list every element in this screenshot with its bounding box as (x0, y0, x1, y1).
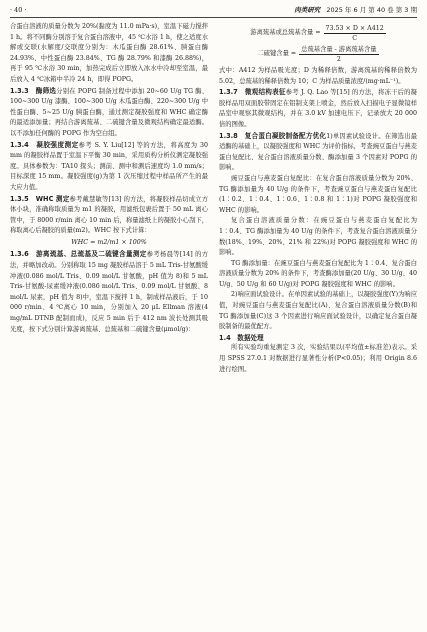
formula-denominator: 2 (336, 56, 341, 63)
section-heading: 1.4 数据处理 (219, 333, 264, 342)
right-column (219, 22, 417, 375)
section-body: 分别在 POPG 制备过程中添加 20~60 U/g TG 酶、100~300 U/g 漆酶、100~300 U/g 木瓜蛋白酶、220~300 U/g 中性蛋白酶、5~25 U/g 胰蛋白酶，通过测定凝胶强度和 WHC 确定酶的最适添加量；再结合游离巯基、二硫键含量及微观结构确定最适酶。以不添加任何酶的 POPG 作为空白组。 (10, 87, 208, 137)
paragraph: 复合蛋白溶液质量分数：在豌豆蛋白与燕麦蛋白复配比为 1∶0.4、TG 酶添加量为 40 U/g 的条件下，考查复合蛋白溶液质量分数(18%、19%、20%、21% 和 22%)对 POPG 凝胶强度和 WHC 的影响。 (219, 217, 417, 257)
formula-fraction (299, 45, 378, 64)
paragraph: 所有实验均重复测定 3 次，实验结果以(平均值±标准差)表示。采用 SPSS 27.0.1 对数据进行显著性分析(P<0.05)；利用 Origin 8.6 进行绘图。 (219, 344, 417, 373)
section-heading: 1.3.5 WHC 测定 (10, 194, 70, 203)
journal-logo: 肉类研究 (294, 6, 321, 14)
thiol-formula (219, 24, 417, 43)
section-heading: 1.3.7 微观结构表征 (219, 88, 286, 97)
section-body: 参考 S. Y. Liu[12] 等的方法，将高度为 30 mm 的凝胶样品置于室温下平衡 30 min，采用质构分析仪测定凝胶强度。具体参数为：TA10 探头；测前、测中和测后速度均 1.0 mm/s；目标深度 15 mm。凝胶强度(g)为第 1 次压缩过程中样品所产生的最大应力值。 (10, 141, 208, 191)
section-body: 参考戴慧敏等[13] 的方法，将凝胶样品切成立方体小块，准确称取质量为 m1 的凝胶，用滤纸包裹后置于 50 mL 离心管中，于 8000 r/min 离心 10 min 后，称量滤纸上的凝胶小心刮下，称取离心后凝胶的质量(m2)。WHC 按下式计算： (10, 195, 208, 235)
page-number: · 40 · (10, 6, 27, 14)
whc-formula: WHC = m2/m1 × 100% (71, 238, 147, 246)
page-header (10, 4, 417, 16)
left-column (10, 22, 208, 335)
section-body: 参考 J. Q. Lao 等[15] 的方法，将冻干后的凝胶样品用双面胶带固定在铝制支架上喷金，然后放入扫描电子显微镜样品室中观察其微观结构，并在 3.0 kV 加速电压下，记录放大 20 000 倍的图像。 (219, 89, 417, 128)
journal-info (294, 4, 417, 16)
formula-fraction (324, 24, 386, 43)
header-rule (10, 17, 417, 18)
formula-lhs: 游离巯基或总巯基含量 = (250, 29, 321, 37)
section-body: 1)单因素试验设计。在筛选出最适酶的基础上，以凝胶强度和 WHC 为评价指标，考查豌豆蛋白与燕麦蛋白复配比、复合蛋白溶液质量分数、酶添加量 3 个因素对 POPG 的影响。 (219, 132, 418, 172)
paragraph: 豌豆蛋白与燕麦蛋白复配比：在复合蛋白溶液质量分数为 20%、TG 酶添加量为 40 U/g 的条件下，考查豌豆蛋白与燕麦蛋白复配比(1∶0.2、1∶0.4、1∶0.6、1∶0.8 和 1∶1)对 POPG 凝胶强度和 WHC 的影响。 (219, 174, 417, 214)
section-body: 参考杨晨等[14] 的方法，并略加改动。分别称取 15 mg 凝胶样品溶于 5 mL Tris-甘氨酸缓冲液(0.086 mol/L Tris、0.09 mol/L 甘氨酸，pH 值为 8)和 5 mL Tris-甘氨酸-尿素缓冲液(0.086 mol/L Tris、0.09 mol/L 甘氨酸、8 mol/L 尿素，pH 值为 8)中，室温下搅拌 1 h，制成样品液后，于 10 000 r/min、4 ℃离心 10 min，分别加入 20 μL Ellman 溶液(4 mg/mL DTNB 配制而成)，反应 5 min 后于 412 nm 波长处测其吸光度，按下式分别计算游离巯基、总巯基和二硫键含量(μmol/g)： (10, 251, 208, 333)
paragraph: 合蛋白溶液的质量分数为 20%(黏度为 11.0 mPa·s)，室温下磁力搅拌 1 h。将不同酶分别溶于复合蛋白溶液中，45 ℃水浴 1 h，使之适度水解或交联(水解度/交联度分别为：木瓜蛋白酶 28.61%、胰蛋白酶 24.93%、中性蛋白酶 23.84%、TG 酶 28.79% 和漆酶 26.88%)，再于 95 ℃水浴 30 min，加热完成后立即放入冰水中冷却至室温，最后放入 4 ℃冰箱中半冷 24 h，即得 POPG。 (10, 23, 208, 83)
section-heading: 1.3.6 游离巯基、总巯基及二硫键含量测定 (10, 250, 147, 259)
formula-numerator: 73.53 × D × A412 (325, 25, 384, 32)
issue-info: 2025 年 6 月 第 40 卷 第 3 期 (326, 6, 417, 14)
formula-note: 式中：A412 为样品吸光度；D 为稀释倍数，游离巯基的稀释倍数为 5.02，总巯基的稀释倍数为 10；C 为样品质量浓度/(mg·mL⁻¹)。 (219, 67, 417, 85)
section-heading: 1.3.8 复合蛋白凝胶制备配方优化 (219, 131, 327, 140)
section-heading: 1.3.3 酶筛选 (10, 86, 57, 95)
paragraph: 2)响应面试验设计。在单因素试验的基础上，以凝胶强度(Y)为响应值，对豌豆蛋白与燕麦蛋白复配比(A)、复合蛋白溶液质量分数(B)和 TG 酶添加量(C)这 3 个因素进行响应面试验设计，以确定复合蛋白凝胶制备的最优配方。 (219, 291, 417, 331)
formula-denominator: C (352, 35, 358, 42)
disulfide-formula (219, 45, 417, 64)
section-heading: 1.3.4 凝胶强度测定 (10, 140, 79, 149)
paragraph: TG 酶添加量：在豌豆蛋白与燕麦蛋白复配比为 1∶0.4、复合蛋白溶液质量分数为 20% 的条件下，考查酶添加量(20 U/g、30 U/g、40 U/g、50 U/g 和 60 U/g)对 POPG 凝胶强度和 WHC 的影响。 (219, 259, 417, 288)
formula-lhs: 二硫键含量 = (257, 50, 297, 58)
formula-numerator: 总巯基含量 - 游离巯基含量 (301, 46, 377, 53)
